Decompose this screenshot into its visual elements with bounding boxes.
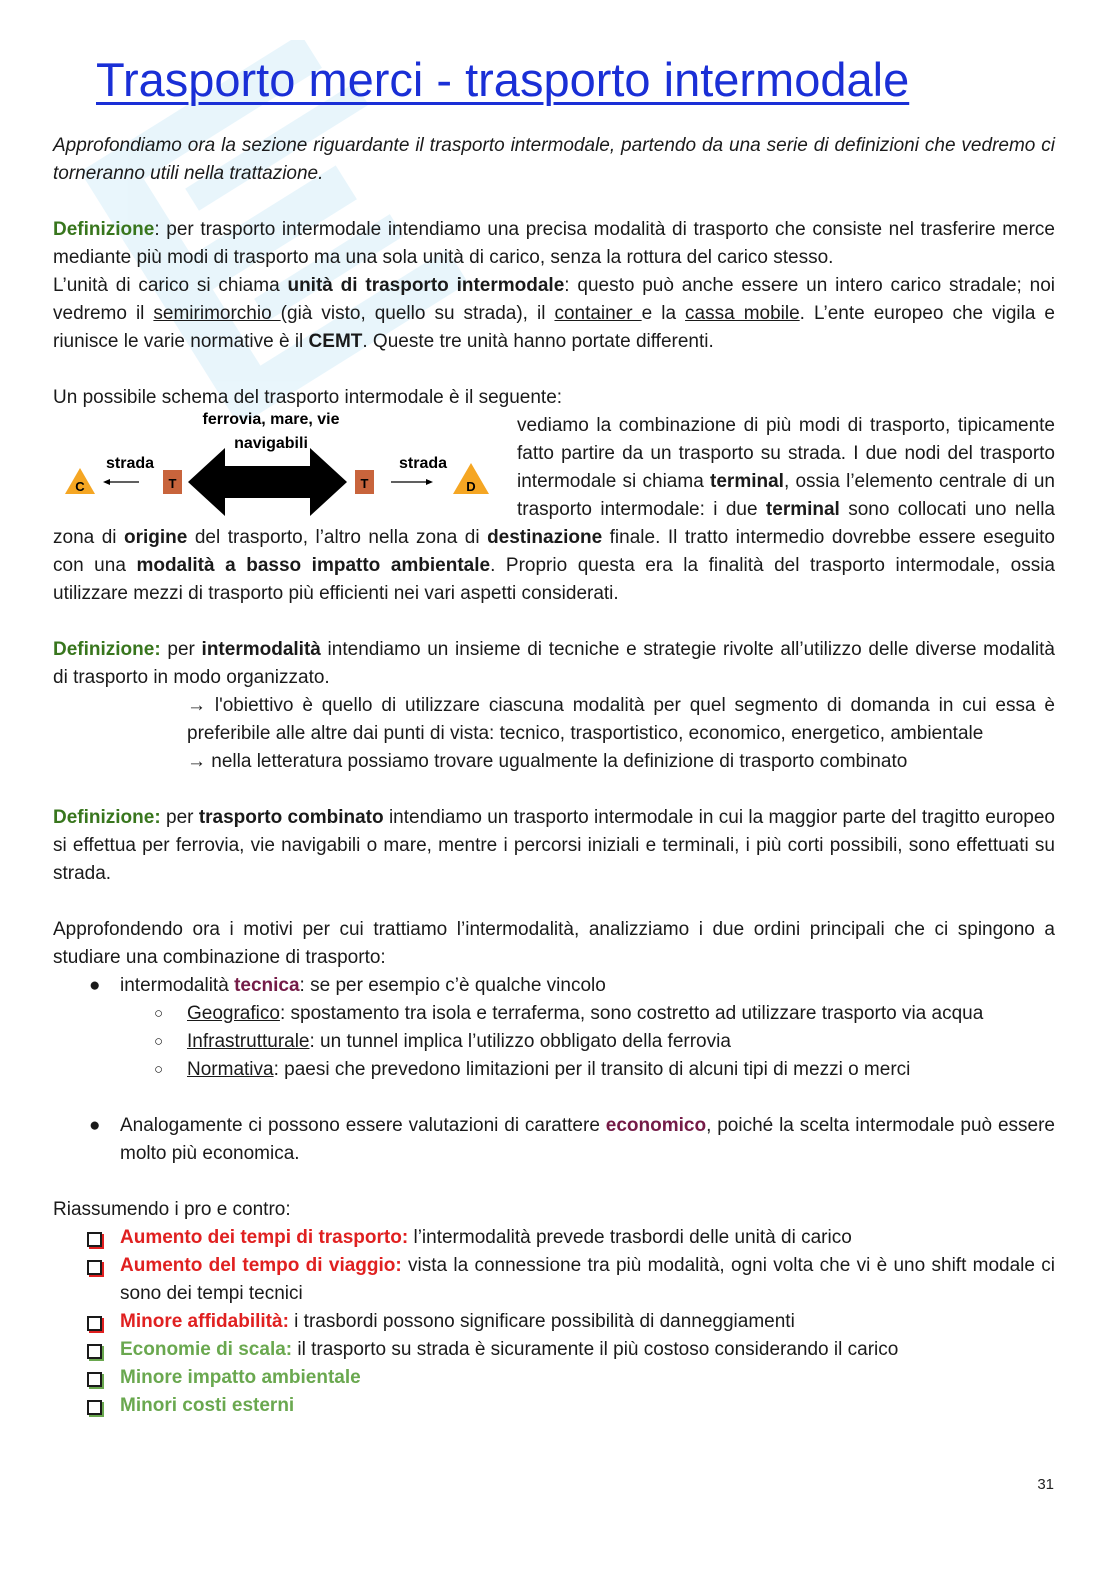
list-item: ○ Infrastrutturale: un tunnel implica l’utilizzo obbligato della ferrovia	[120, 1028, 1055, 1056]
list-item: Minore impatto ambientale	[53, 1364, 1055, 1392]
list-item: Minore affidabilità: i trasbordi possono significare possibilità di danneggiamenti	[53, 1308, 1055, 1336]
node-d-label: D	[466, 479, 476, 494]
left-road-arrowhead	[103, 479, 110, 485]
scheme-lead: Un possibile schema del trasporto intermodale è il seguente:	[53, 387, 563, 408]
definition-combined-transport: Definizione: per trasporto combinato intendiamo un trasporto intermodale in cui la maggior parte del tragitto europeo si effettua per ferrovia, vie navigabili o mare, mentre i percorsi iniziali e terminali, i più corti possibili, sono effettuati su strada.	[53, 807, 1055, 884]
bullet-circle-icon: ○	[154, 1005, 164, 1022]
motives-paragraph: Approfondendo ora i motivi per cui trattiamo l’intermodalità, analizziamo i due ordini principali che ci spingono a studiare una combinazione di trasporto:	[53, 919, 1055, 968]
node-c-label: C	[75, 479, 85, 494]
checkbox-icon	[87, 1400, 102, 1415]
node-t2-label: T	[360, 476, 369, 491]
bullet-dot-icon: ●	[89, 1115, 101, 1136]
checkbox-icon	[87, 1232, 102, 1247]
list-item: Economie di scala: il trasporto su strada è sicuramente il più costoso considerando il carico	[53, 1336, 1055, 1364]
intermodality-note-combined: → nella letteratura possiamo trovare ugualmente la definizione di trasporto combinato	[187, 751, 908, 772]
main-haul-label-line1: ferrovia, mare, vie	[202, 411, 340, 428]
left-road-label: strada	[105, 455, 155, 472]
right-road-label: strada	[398, 455, 448, 472]
list-item: ○ Geografico: spostamento tra isola e terraferma, sono costretto ad utilizzare trasporto via acqua	[120, 1000, 1055, 1028]
list-item: Aumento dei tempi di trasporto: l’intermodalità prevede trasbordi delle unità di carico	[53, 1224, 1055, 1252]
list-item: ● intermodalità tecnica: se per esempio c’è qualche vincolo ○ Geografico: spostamento tra isola e terraferma, sono costretto ad utilizzare trasporto via acqua ○ Infrastrutturale: un tunnel implica l’utilizzo obbligato della ferrovia ○ Normativa: paesi che prevedono limitazioni per il transito di alcuni tipi di mezzi o merci	[53, 972, 1055, 1084]
scheme-description: vediamo la combinazione di più modi di trasporto, tipicamente fatto partire da un trasporto su strada. I due nodi del trasporto intermodale si chiama terminal, ossia l’elemento centrale di un trasporto intermodale: i due terminal sono collocati uno nella zona di origine del trasporto, l’altro nella zona di destinazione finale. Il tratto intermedio dovrebbe essere eseguito con una modalità a basso impatto ambientale. Proprio questa era la finalità del trasporto intermodale, ossia utilizzare mezzi di trasporto più efficienti nei vari aspetti considerati.	[53, 415, 1055, 604]
pros-cons-list	[53, 1224, 1055, 1420]
checkbox-icon	[87, 1316, 102, 1331]
main-haul-double-arrow	[188, 448, 347, 516]
list-item: ○ Normativa: paesi che prevedono limitazioni per il transito di alcuni tipi di mezzi o merci	[120, 1056, 1055, 1084]
checkbox-icon	[87, 1372, 102, 1387]
checkbox-icon	[87, 1260, 102, 1275]
bullet-dot-icon: ●	[89, 975, 101, 996]
right-road-arrowhead	[426, 479, 433, 485]
document-body	[53, 132, 1055, 1420]
intermodality-note-objective: → l'obiettivo è quello di utilizzare ciascuna modalità per quel segmento di domanda in cui essa è preferibile alle altre dai punti di vista: tecnico, trasportistico, economico, energetico, ambientale	[187, 695, 1055, 744]
list-item: ● Analogamente ci possono essere valutazioni di carattere economico, poiché la scelta intermodale può essere molto più economica.	[53, 1112, 1055, 1168]
motives-list	[53, 972, 1055, 1168]
main-haul-label-line2: navigabili	[234, 435, 308, 452]
intro-paragraph: Approfondiamo ora la sezione riguardante il trasporto intermodale, partendo da una serie di definizioni che vedremo ci torneranno utili nella trattazione.	[53, 135, 1055, 184]
checkbox-icon	[87, 1344, 102, 1359]
page-title: Trasporto merci - trasporto intermodale	[96, 53, 910, 106]
page-number: 31	[1037, 1476, 1054, 1493]
list-item: Minori costi esterni	[53, 1392, 1055, 1420]
unit-paragraph: L’unità di carico si chiama unità di trasporto intermodale: questo può anche essere un intero carico stradale; noi vedremo il semirimorchio (già visto, quello su strada), il container e la cassa mobile. L’ente europeo che vigila e riunisce le varie normative è il CEMT. Queste tre unità hanno portate differenti.	[53, 275, 1056, 352]
definition-intermodal-transport: Definizione: per trasporto intermodale intendiamo una precisa modalità di trasporto che consiste nel trasferire merce mediante più modi di trasporto ma una sola unità di carico, senza la rottura del carico stesso.	[53, 219, 1055, 268]
definition-intermodality: Definizione: per intermodalità intendiamo un insieme di tecniche e strategie rivolte all’utilizzo delle diverse modalità di trasporto in modo organizzato.	[53, 639, 1056, 688]
intermodal-scheme-diagram	[53, 410, 503, 522]
bullet-circle-icon: ○	[154, 1061, 164, 1078]
technical-constraints-list	[120, 1000, 1055, 1084]
list-item: Aumento del tempo di viaggio: vista la connessione tra più modalità, ogni volta che vi è uno shift modale ci sono dei tempi tecnici	[53, 1252, 1055, 1308]
summary-lead: Riassumendo i pro e contro:	[53, 1199, 291, 1220]
bullet-circle-icon: ○	[154, 1033, 164, 1050]
node-t1-label: T	[168, 476, 177, 491]
